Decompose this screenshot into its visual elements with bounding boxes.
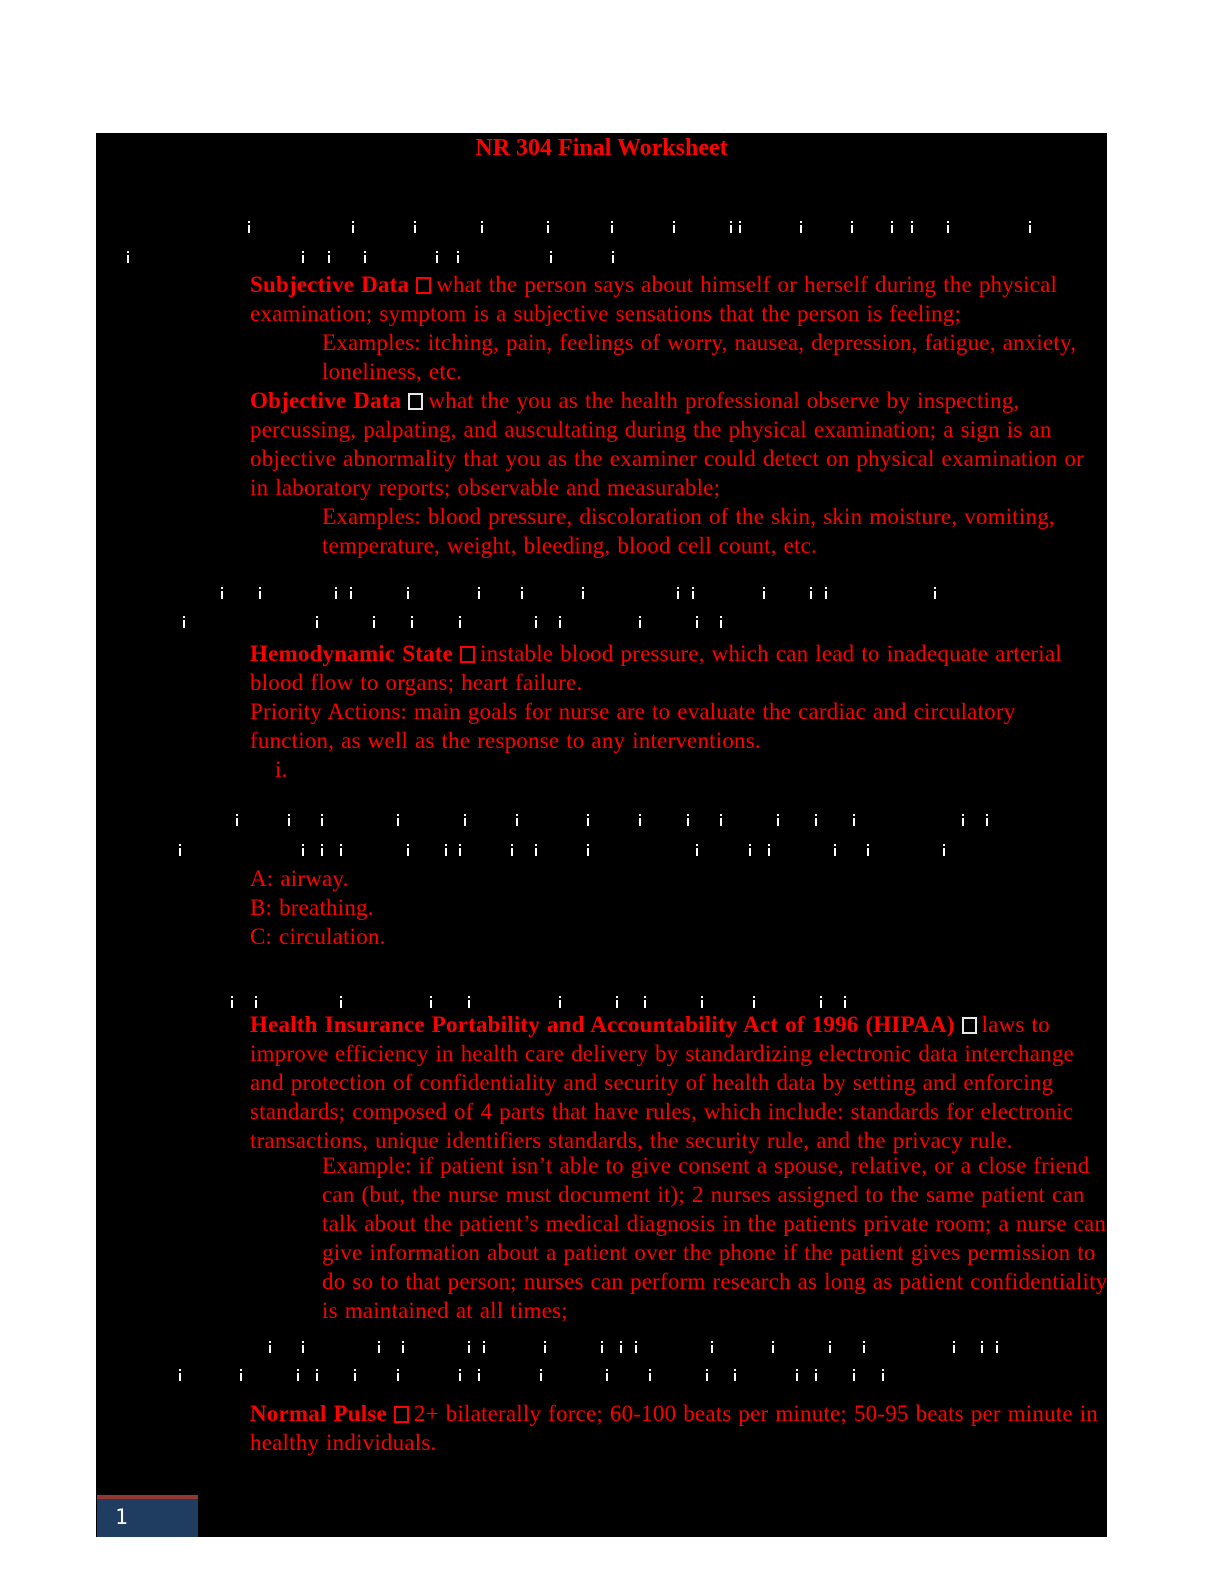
space-tick-mark [352, 225, 354, 233]
space-tick-mark [240, 1373, 242, 1381]
body-text: B: breathing. [250, 895, 374, 920]
space-tick-mark [911, 225, 913, 233]
space-tick-mark [829, 1345, 831, 1353]
paragraph [250, 1010, 1110, 1155]
paragraph [322, 502, 1067, 560]
paragraph [250, 922, 650, 951]
paragraph [275, 755, 395, 784]
space-tick-mark [644, 1000, 646, 1008]
missing-glyph-box-icon [460, 646, 475, 663]
space-tick-mark [696, 620, 698, 628]
space-tick-mark [587, 848, 589, 856]
hidden-question-line [96, 1340, 1107, 1353]
missing-glyph-box-icon [416, 277, 431, 294]
space-tick-mark [478, 1373, 480, 1381]
space-tick-mark [768, 848, 770, 856]
space-tick-mark [947, 225, 949, 233]
space-tick-mark [430, 1000, 432, 1008]
space-tick-mark [815, 1373, 817, 1381]
body-text: Examples: itching, pain, feelings of worry, nausea, depression, fatigue, anxiety, loneliness, etc. [322, 330, 1077, 384]
space-tick-mark [677, 591, 679, 599]
space-tick-mark [335, 591, 337, 599]
space-tick-mark [962, 818, 964, 826]
space-tick-mark [414, 225, 416, 233]
space-tick-mark [302, 848, 304, 856]
space-tick-mark [397, 818, 399, 826]
space-tick-mark [601, 1345, 603, 1353]
space-tick-mark [544, 1345, 546, 1353]
space-tick-mark [321, 848, 323, 856]
space-tick-mark [459, 1373, 461, 1381]
space-tick-mark [547, 225, 549, 233]
space-tick-mark [635, 1345, 637, 1353]
body-text: 2+ bilaterally force; 60-100 beats per minute; 50-95 beats per minute in healthy individuals. [250, 1401, 1099, 1455]
body-text: i. [275, 757, 288, 782]
body-text: C: circulation. [250, 924, 386, 949]
document-title: NR 304 Final Worksheet [475, 135, 728, 161]
space-tick-mark [269, 1345, 271, 1353]
space-tick-mark [739, 225, 741, 233]
space-tick-mark [701, 1000, 703, 1008]
space-tick-mark [179, 1373, 181, 1381]
paragraph [250, 386, 1095, 502]
space-tick-mark [1029, 225, 1031, 233]
space-tick-mark [834, 848, 836, 856]
space-tick-mark [810, 591, 812, 599]
space-tick-mark [853, 818, 855, 826]
space-tick-mark [616, 1000, 618, 1008]
body-text: laws to improve efficiency in health care delivery by standardizing electronic data interchange and protection of confidentiality and security of health data by setting and enforcing standards; composed of 4 parts that have rules, which include: standards for electronic transactions, unique identifiers standards, the security rule, and the privacy rule. [250, 1012, 1074, 1153]
space-tick-mark [953, 1345, 955, 1353]
space-tick-mark [943, 848, 945, 856]
space-tick-mark [730, 225, 732, 233]
hidden-question-line [96, 813, 1107, 826]
space-tick-mark [606, 1373, 608, 1381]
space-tick-mark [851, 225, 853, 233]
space-tick-mark [511, 848, 513, 856]
hidden-question-line [96, 1368, 1107, 1381]
space-tick-mark [297, 1373, 299, 1381]
space-tick-mark [236, 818, 238, 826]
space-tick-mark [397, 1373, 399, 1381]
space-tick-mark [255, 1000, 257, 1008]
space-tick-mark [516, 818, 518, 826]
space-tick-mark [457, 255, 459, 263]
space-tick-mark [478, 591, 480, 599]
page-number: 1 [115, 1505, 128, 1529]
space-tick-mark [288, 818, 290, 826]
space-tick-mark [464, 818, 466, 826]
body-text: A: airway. [250, 866, 349, 891]
space-tick-mark [340, 848, 342, 856]
space-tick-mark [777, 818, 779, 826]
page-black-region [96, 133, 1107, 1537]
paragraph [250, 864, 650, 893]
body-text: what the person says about himself or herself during the physical examination; symptom is a subjective sensations that the person is feeling; [250, 272, 1058, 326]
bold-term: Normal Pulse [250, 1401, 387, 1426]
space-tick-mark [981, 1345, 983, 1353]
hidden-question-line [96, 615, 1107, 628]
space-tick-mark [844, 1000, 846, 1008]
space-tick-mark [302, 255, 304, 263]
space-tick-mark [673, 225, 675, 233]
space-tick-mark [127, 255, 129, 263]
space-tick-mark [378, 1345, 380, 1353]
space-tick-mark [481, 225, 483, 233]
space-tick-mark [550, 255, 552, 263]
body-text: instable blood pressure, which can lead to inadequate arterial blood flow to organs; heart failure. [250, 641, 1062, 695]
space-tick-mark [354, 1373, 356, 1381]
space-tick-mark [587, 818, 589, 826]
space-tick-mark [350, 591, 352, 599]
space-tick-mark [706, 1373, 708, 1381]
space-tick-mark [753, 1000, 755, 1008]
space-tick-mark [483, 1345, 485, 1353]
space-tick-mark [411, 620, 413, 628]
space-tick-mark [749, 848, 751, 856]
space-tick-mark [649, 1373, 651, 1381]
space-tick-mark [611, 225, 613, 233]
hidden-question-line [96, 995, 1107, 1008]
space-tick-mark [521, 591, 523, 599]
space-tick-mark [882, 1373, 884, 1381]
space-tick-mark [468, 1000, 470, 1008]
space-tick-mark [328, 255, 330, 263]
paragraph [250, 1399, 1105, 1457]
space-tick-mark [986, 818, 988, 826]
space-tick-mark [436, 255, 438, 263]
space-tick-mark [248, 225, 250, 233]
bold-term: Hemodynamic State [250, 641, 454, 666]
space-tick-mark [364, 255, 366, 263]
space-tick-mark [996, 1345, 998, 1353]
hidden-question-line [96, 250, 1107, 263]
body-text: Priority Actions: main goals for nurse are to evaluate the cardiac and circulatory function, as well as the response to any interventions. [250, 699, 1016, 753]
body-text: what the you as the health professional observe by inspecting, percussing, palpating, and auscultating during the physical examination; a sign is an objective abnormality that you as the examiner could detect on physical examination or in laboratory reports; observable and measurable; [250, 388, 1084, 500]
space-tick-mark [639, 620, 641, 628]
space-tick-mark [853, 1373, 855, 1381]
space-tick-mark [316, 1373, 318, 1381]
space-tick-mark [302, 1345, 304, 1353]
hidden-question-line [96, 843, 1107, 856]
paragraph [322, 1151, 1112, 1325]
space-tick-mark [891, 225, 893, 233]
space-tick-mark [459, 620, 461, 628]
space-tick-mark [720, 620, 722, 628]
space-tick-mark [825, 591, 827, 599]
space-tick-mark [402, 1345, 404, 1353]
space-tick-mark [321, 818, 323, 826]
space-tick-mark [407, 848, 409, 856]
space-tick-mark [183, 620, 185, 628]
body-text: Example: if patient isn’t able to give consent a spouse, relative, or a close friend can (but, the nurse must document it); 2 nurses assigned to the same patient can talk about the patient’s medical diagnosis in the patients private room; a nurse can give information about a patient over the phone if the patient gives permission to do so to that person; nurses can perform research as long as patient confidentiality is maintained at all times; [322, 1153, 1108, 1323]
space-tick-mark [373, 620, 375, 628]
space-tick-mark [867, 848, 869, 856]
space-tick-mark [734, 1373, 736, 1381]
space-tick-mark [863, 1345, 865, 1353]
space-tick-mark [639, 818, 641, 826]
paragraph [250, 893, 650, 922]
hidden-question-line [96, 220, 1107, 233]
space-tick-mark [179, 848, 181, 856]
missing-glyph-box-icon [394, 1406, 409, 1423]
body-text: Examples: blood pressure, discoloration of the skin, skin moisture, vomiting, temperature, weight, bleeding, blood cell count, etc. [322, 504, 1055, 558]
space-tick-mark [815, 818, 817, 826]
paragraph [322, 328, 1082, 386]
bold-term: Objective Data [250, 388, 402, 413]
space-tick-mark [221, 591, 223, 599]
space-tick-mark [559, 620, 561, 628]
space-tick-mark [763, 591, 765, 599]
space-tick-mark [340, 1000, 342, 1008]
space-tick-mark [535, 620, 537, 628]
space-tick-mark [612, 255, 614, 263]
bold-term: Subjective Data [250, 272, 410, 297]
space-tick-mark [934, 591, 936, 599]
space-tick-mark [231, 1000, 233, 1008]
space-tick-mark [468, 1345, 470, 1353]
hidden-question-line [96, 586, 1107, 599]
page-number-box [97, 1495, 198, 1537]
space-tick-mark [540, 1373, 542, 1381]
space-tick-mark [459, 848, 461, 856]
space-tick-mark [820, 1000, 822, 1008]
space-tick-mark [692, 591, 694, 599]
space-tick-mark [316, 620, 318, 628]
missing-glyph-box-icon [408, 393, 423, 410]
space-tick-mark [772, 1345, 774, 1353]
space-tick-mark [559, 1000, 561, 1008]
space-tick-mark [535, 848, 537, 856]
space-tick-mark [582, 591, 584, 599]
space-tick-mark [696, 848, 698, 856]
paragraph [250, 270, 1090, 328]
missing-glyph-box-icon [962, 1017, 977, 1034]
space-tick-mark [796, 1373, 798, 1381]
space-tick-mark [407, 591, 409, 599]
space-tick-mark [711, 1345, 713, 1353]
space-tick-mark [800, 225, 802, 233]
space-tick-mark [687, 818, 689, 826]
space-tick-mark [720, 818, 722, 826]
space-tick-mark [620, 1345, 622, 1353]
bold-term: Health Insurance Portability and Accountability Act of 1996 (HIPAA) [250, 1012, 955, 1037]
space-tick-mark [445, 848, 447, 856]
paragraph [250, 639, 1095, 697]
paragraph [250, 697, 1105, 755]
space-tick-mark [259, 591, 261, 599]
